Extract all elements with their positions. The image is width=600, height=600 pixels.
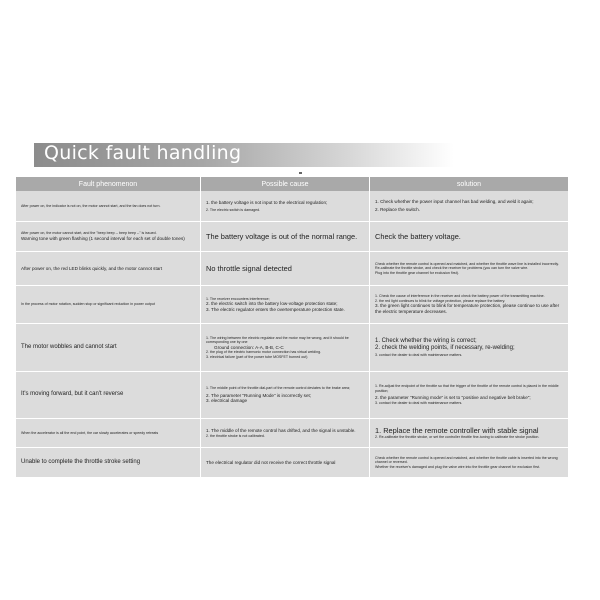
fault-text: After power on, the indicator is not on, the motor cannot start, and the fan does not turn. xyxy=(21,203,161,208)
header-solution: solution xyxy=(370,177,569,191)
cause-text: No throttle signal detected xyxy=(206,263,292,273)
cause-text: 3. electrical damage xyxy=(206,398,248,404)
solution-text: Check whether the remote control is opened and matched, and whether the throttle cable is inserted into the wrong channel or reversed. xyxy=(375,455,558,465)
solution-text: 1. Re-adjust the endpoint of the throttle so that the trigger of the throttle of the remote control is placed in the middle position; xyxy=(375,384,559,393)
solution-cell xyxy=(370,448,569,478)
solution-text: 3. contact the dealer to deal with maintenance matters. xyxy=(375,352,463,357)
fault-text: After power on, the red LED blinks quickly, and the motor cannot start xyxy=(21,265,163,271)
cause-text: The battery voltage is out of the normal range. xyxy=(206,231,358,241)
fault-cell xyxy=(16,324,201,372)
fault-cell xyxy=(16,372,201,419)
cause-text: 2. the plug of the electric harmonic motor connection has virtual welding. xyxy=(206,350,322,355)
header-fault-phenomenon: Fault phenomenon xyxy=(16,177,201,191)
cause-cell xyxy=(201,286,370,324)
table-row xyxy=(16,252,569,286)
solution-text: 1. Check the cause of interference in the receiver and check the battery power of the transmitting machine. xyxy=(375,294,545,299)
table-row xyxy=(16,286,569,324)
solution-text: 1. Check whether the wiring is correct; xyxy=(375,337,477,344)
solution-text: 1. Check whether the power input channel has bad welding, and weld it again; xyxy=(375,199,534,205)
solution-text: 3. contact the dealer to deal with maintenance matters. xyxy=(375,401,463,406)
cause-text: 1. The middle point of the throttle dial-part of the remote control deviates to the brake area; xyxy=(206,386,350,391)
fault-text: Unable to complete the throttle stroke setting xyxy=(21,458,141,465)
page-title: Quick fault handling xyxy=(44,142,242,164)
solution-text: Check whether the remote control is opened and matched, and whether the throttle wave line is installed incorrectly. xyxy=(375,261,559,266)
fault-text: Warning tone with green flashing (1 second interval for each set of double tones) xyxy=(21,235,185,241)
cause-text: 3. electrical failure (part of the power tube MOSFET burned out) xyxy=(206,354,308,359)
solution-text: 3. the green light continues to blink for temperature protection, please continue to use after the electric temperature decreases. xyxy=(375,303,560,314)
table-row xyxy=(16,191,569,222)
cause-text: 2. the throttle stroke is not calibrated. xyxy=(206,433,265,438)
fault-cell xyxy=(16,222,201,252)
solution-text: 2. check the welding points, if necessary, re-welding; xyxy=(375,345,515,352)
cause-text: 1. the battery voltage is not input to the electrical regulation; xyxy=(206,199,328,205)
solution-text: Whether the receiver's damaged and plug the valve wire into the throttle gear channel for exclusion first. xyxy=(375,464,541,469)
table-header-row xyxy=(16,177,569,191)
cause-text: 2. The electric switch is damaged. xyxy=(206,207,261,212)
solution-cell xyxy=(370,252,569,286)
cause-cell xyxy=(201,191,370,222)
fault-table xyxy=(16,177,569,478)
solution-text: 2. Re-calibrate the throttle stroke, or set the controller throttle fine-tuning to calibrate the stroke position. xyxy=(375,435,540,440)
decorative-dot xyxy=(299,172,302,174)
fault-text: When the accelerator is all the end point, the car slowly accelerates or speedy retreats xyxy=(21,430,159,435)
solution-cell xyxy=(370,372,569,419)
fault-text: It's moving forward, but it can't reverse xyxy=(21,391,124,398)
cause-cell xyxy=(201,419,370,448)
solution-text: 2. Replace the switch. xyxy=(375,207,420,212)
cause-cell xyxy=(201,372,370,419)
cause-text: 1. The wiring between the electric regulator and the motor may be wrong, and it should be corresponding one by one xyxy=(206,335,349,345)
solution-cell xyxy=(370,324,569,372)
table-row xyxy=(16,372,569,419)
solution-cell xyxy=(370,222,569,252)
fault-cell xyxy=(16,286,201,324)
solution-text: 2. the parameter "Running mode" is set to "positive and negative belt brake"; xyxy=(375,395,531,401)
cause-cell xyxy=(201,252,370,286)
cause-text: 3. The electric regulator enters the overtemperature protection state. xyxy=(206,306,345,312)
fault-cell xyxy=(16,191,201,222)
fault-cell xyxy=(16,419,201,448)
cause-text: Ground connection: A-A, B-B, C-C xyxy=(214,344,284,350)
table-row xyxy=(16,222,569,252)
header-possible-cause: Possible cause xyxy=(201,177,370,191)
cause-text: 2. The parameter "Running Mode" is incorrectly set; xyxy=(206,392,312,398)
solution-text: Plug into the throttle gear channel for exclusion first). xyxy=(375,270,459,275)
cause-text: 2. the electric switch into the battery low-voltage protection state; xyxy=(206,301,338,306)
solution-text: Re-calibrate the throttle stroke, and check the receiver for problems (you can turn the valve wire. xyxy=(375,266,529,271)
solution-text: 1. Replace the remote controller with stable signal xyxy=(375,426,539,436)
cause-text: 1. The receiver encounters interference; xyxy=(206,296,270,301)
cause-cell xyxy=(201,222,370,252)
solution-cell xyxy=(370,419,569,448)
fault-cell xyxy=(16,252,201,286)
solution-text: 2. the red light continues to blink for voltage protection, please replace the battery. xyxy=(375,298,506,303)
cause-text: 1. The middle of the remote control has drifted, and the signal is unstable. xyxy=(206,427,356,433)
cause-cell xyxy=(201,448,370,478)
fault-cell xyxy=(16,448,201,478)
table-row xyxy=(16,448,569,478)
solution-cell xyxy=(370,286,569,324)
table-row xyxy=(16,419,569,448)
fault-text: In the process of motor rotation, sudden stop or significant reduction in power output xyxy=(21,302,155,307)
table-row xyxy=(16,324,569,372)
solution-text: Check the battery voltage. xyxy=(375,231,461,241)
fault-text: After power on, the motor cannot start, and the "beep beep -- beep beep --" is issued. xyxy=(21,231,157,236)
cause-text: The electrical regulator did not receive the correct throttle signal xyxy=(206,459,336,465)
solution-cell xyxy=(370,191,569,222)
fault-text: The motor wobbles and cannot start xyxy=(21,343,117,350)
cause-cell xyxy=(201,324,370,372)
